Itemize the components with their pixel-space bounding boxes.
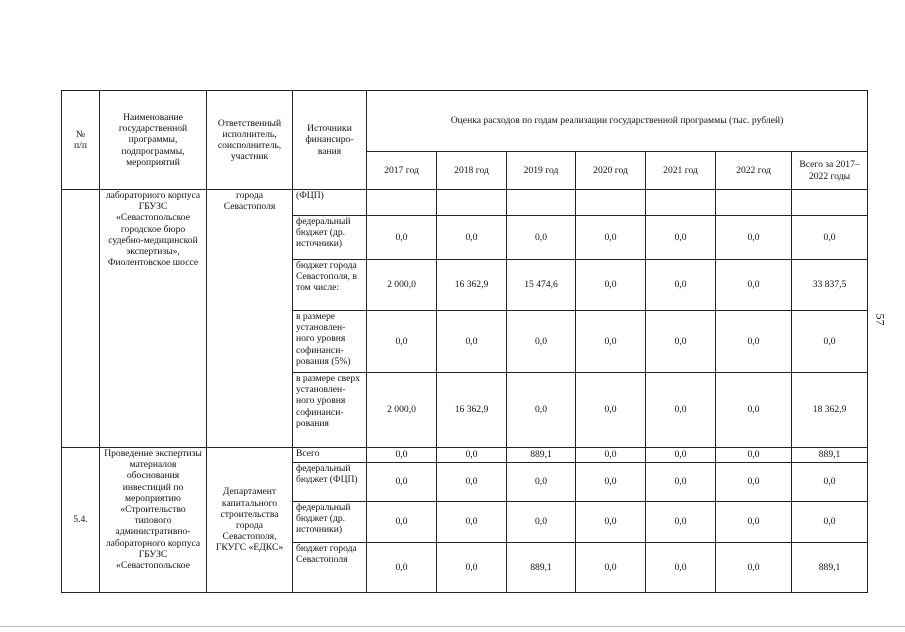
total-value: 33 837,5 [792,260,868,311]
total-value: 18 362,9 [792,373,868,448]
funding-source: в размере установлен-ного уровня софинанси-рования (5%) [293,311,367,373]
header-total: Всего за 2017–2022 годы [792,152,868,190]
year-value: 0,0 [367,543,437,593]
total-value: 889,1 [792,448,868,463]
year-value [507,190,576,216]
header-year: 2021 год [646,152,716,190]
year-value: 0,0 [507,311,576,373]
year-value: 0,0 [576,311,646,373]
page-number: 57 [873,313,888,326]
year-value: 2 000,0 [367,373,437,448]
year-value: 0,0 [367,216,437,260]
table-row [62,448,868,463]
year-value: 0,0 [437,543,507,593]
year-value: 0,0 [576,543,646,593]
year-value: 0,0 [367,311,437,373]
total-value: 0,0 [792,463,868,502]
year-value: 0,0 [716,311,792,373]
header-year: 2022 год [716,152,792,190]
funding-source: бюджет города Севастополя, в том числе: [293,260,367,311]
row-number: 5.4. [62,448,100,593]
year-value: 889,1 [507,543,576,593]
row-number [62,190,100,448]
budget-table [61,90,868,593]
year-value: 0,0 [716,543,792,593]
year-value: 0,0 [716,260,792,311]
year-value: 2 000,0 [367,260,437,311]
header-year: 2019 год [507,152,576,190]
year-value: 0,0 [367,502,437,543]
year-value: 0,0 [646,311,716,373]
header-year: 2018 год [437,152,507,190]
funding-source: федеральный бюджет (др. источники) [293,502,367,543]
year-value: 0,0 [437,448,507,463]
funding-source: в размере сверх установлен-ного уровня софинанси-рования [293,373,367,448]
year-value [576,190,646,216]
funding-source: бюджет города Севастополя [293,543,367,593]
year-value: 889,1 [507,448,576,463]
year-value: 0,0 [437,216,507,260]
year-value: 0,0 [437,311,507,373]
header-source: Источники финансиро-вания [293,91,367,190]
year-value: 16 362,9 [437,260,507,311]
year-value: 0,0 [646,260,716,311]
year-value: 0,0 [576,216,646,260]
funding-source: федеральный бюджет (др. источники) [293,216,367,260]
year-value: 0,0 [507,373,576,448]
funding-source: Всего [293,448,367,463]
year-value: 0,0 [646,448,716,463]
funding-source: (ФЦП) [293,190,367,216]
year-value: 0,0 [646,373,716,448]
year-value: 0,0 [716,216,792,260]
total-value: 0,0 [792,216,868,260]
year-value: 0,0 [576,260,646,311]
program-name: лабораторного корпуса ГБУЗС «Севастопольское городское бюро судебно-медицинской экспертизы», Фиолентовское шоссе [100,190,207,448]
year-value: 0,0 [367,448,437,463]
funding-source: федеральный бюджет (ФЦП) [293,463,367,502]
year-value: 0,0 [437,463,507,502]
header-year: 2020 год [576,152,646,190]
total-value: 889,1 [792,543,868,593]
year-value [716,190,792,216]
year-value: 0,0 [576,502,646,543]
header-name: Наименование государственной программы, подпрограммы, мероприятий [100,91,207,190]
responsible-executor: города Севастополя [207,190,293,448]
table-row [62,190,868,216]
total-value [792,190,868,216]
divider [0,626,905,627]
year-value: 0,0 [716,463,792,502]
total-value: 0,0 [792,502,868,543]
year-value: 0,0 [646,216,716,260]
year-value: 0,0 [576,448,646,463]
header-year: 2017 год [367,152,437,190]
year-value: 0,0 [576,463,646,502]
year-value: 0,0 [507,216,576,260]
year-value: 15 474,6 [507,260,576,311]
year-value: 16 362,9 [437,373,507,448]
header-number: № п/п [62,91,100,190]
year-value: 0,0 [576,373,646,448]
year-value: 0,0 [716,502,792,543]
year-value: 0,0 [367,463,437,502]
total-value: 0,0 [792,311,868,373]
year-value: 0,0 [716,373,792,448]
year-value [646,190,716,216]
year-value [367,190,437,216]
header-responsible: Ответственный исполнитель, соисполнитель, участник [207,91,293,190]
year-value: 0,0 [437,502,507,543]
year-value: 0,0 [646,502,716,543]
header-estimate: Оценка расходов по годам реализации государственной программы (тыс. рублей) [367,91,868,152]
year-value: 0,0 [507,502,576,543]
year-value: 0,0 [716,448,792,463]
responsible-executor: Департамент капитального строительства города Севастополя, ГКУГС «ЕДКС» [207,448,293,593]
program-name: Проведение экспертизы материалов обоснования инвестиций по мероприятию «Строительство типового административно-лабораторного корпуса ГБУЗС «Севастопольское [100,448,207,593]
year-value [437,190,507,216]
year-value: 0,0 [646,543,716,593]
year-value: 0,0 [507,463,576,502]
year-value: 0,0 [646,463,716,502]
